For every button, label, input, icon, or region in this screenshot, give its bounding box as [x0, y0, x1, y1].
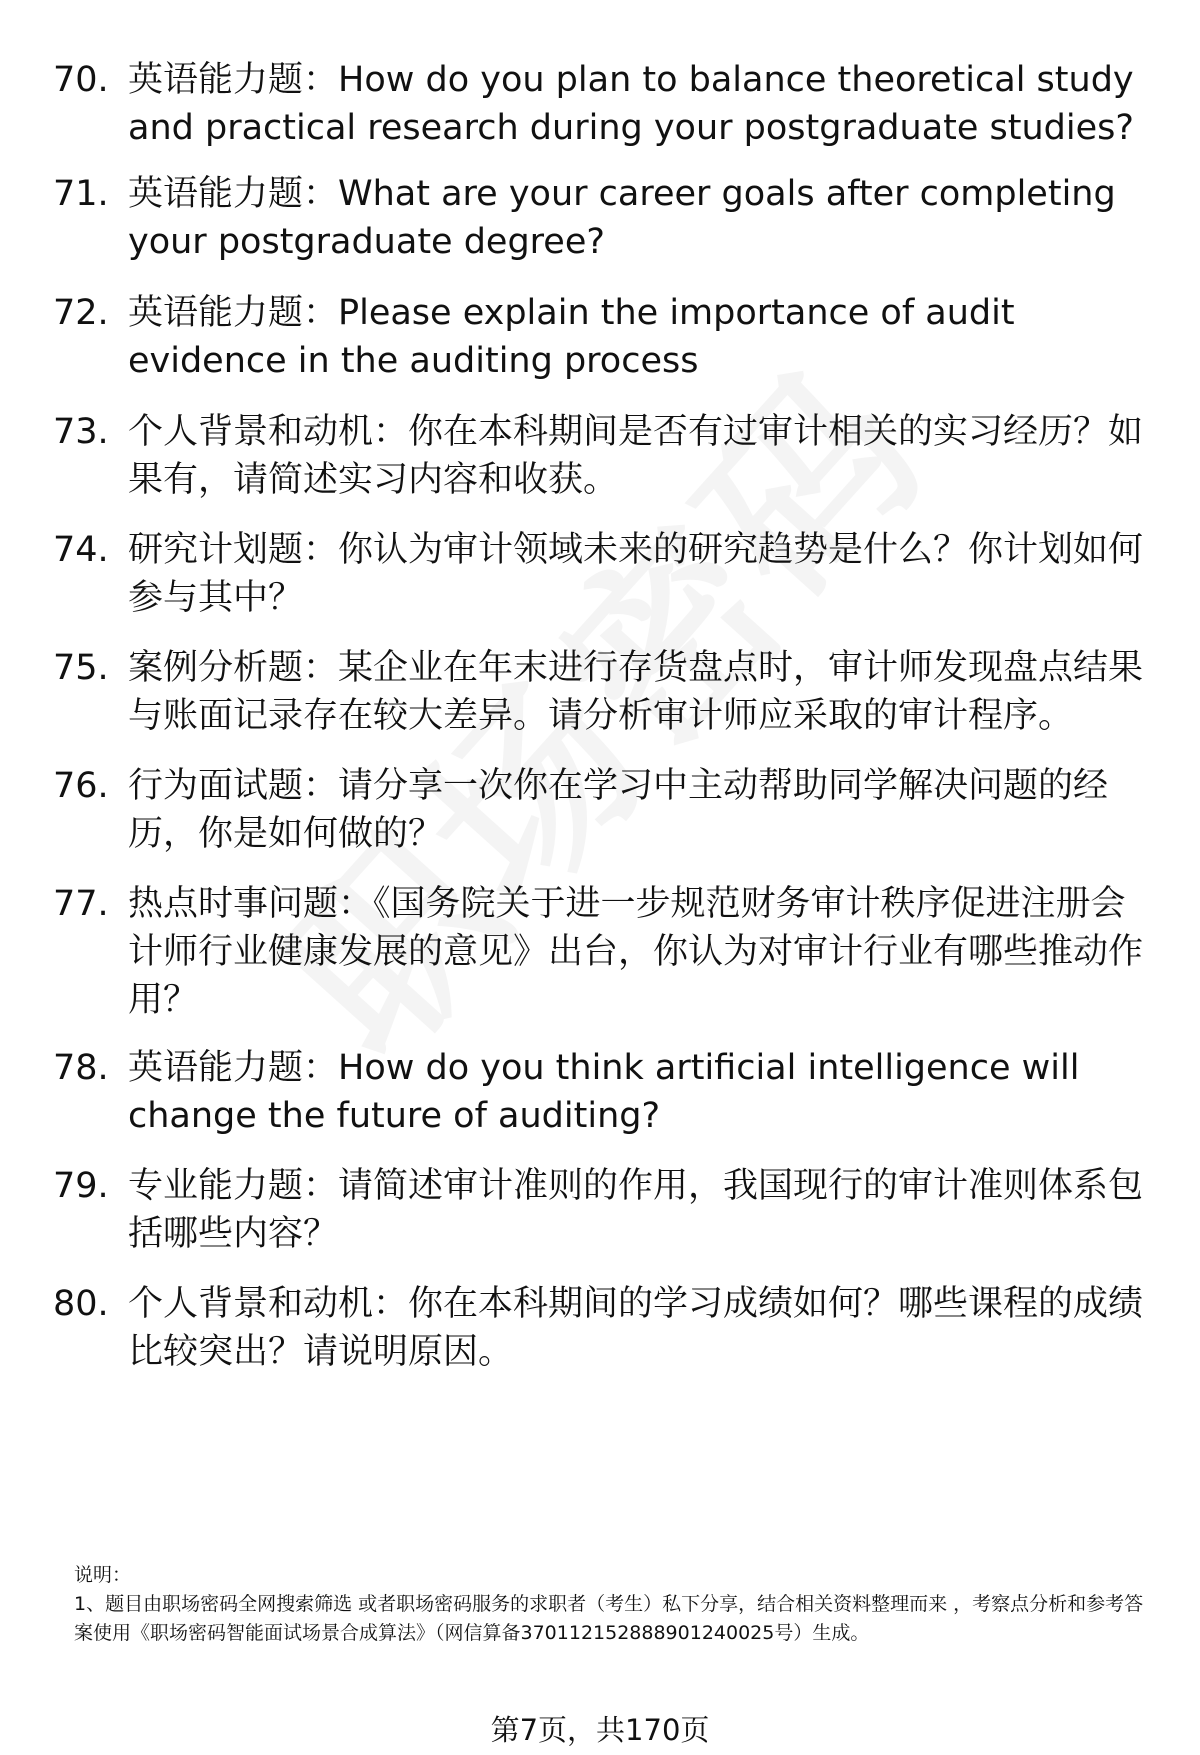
- question-number: 73.: [53, 412, 109, 452]
- question-item: [53, 289, 1148, 385]
- notes-body: 1、题目由职场密码全网搜索筛选 或者职场密码服务的求职者（考生）私下分享，结合相关资料整理而来 ，考察点分析和参考答案使用《职场密码智能面试场景合成算法》（网信算备370112152888901240025号）生成。: [74, 1593, 1144, 1644]
- question-number: 76.: [53, 766, 109, 806]
- question-text: 专业能力题：请简述审计准则的作用，我国现行的审计准则体系包括哪些内容？: [128, 1166, 1144, 1254]
- question-item: [53, 56, 1148, 152]
- question-text: 热点时事问题：《国务院关于进一步规范财务审计秩序促进注册会计师行业健康发展的意见》出台，你认为对审计行业有哪些推动作用？: [128, 884, 1144, 1020]
- question-number: 72.: [53, 293, 109, 333]
- question-item: [53, 526, 1148, 622]
- question-text: 案例分析题：某企业在年末进行存货盘点时，审计师发现盘点结果与账面记录存在较大差异。请分析审计师应采取的审计程序。: [128, 648, 1144, 736]
- question-item: [53, 762, 1148, 858]
- question-item: [53, 170, 1148, 266]
- question-item: [53, 880, 1148, 1024]
- page-footer: [0, 1712, 1200, 1748]
- question-text: 行为面试题：请分享一次你在学习中主动帮助同学解决问题的经历，你是如何做的？: [128, 766, 1109, 854]
- question-text: 研究计划题：你认为审计领域未来的研究趋势是什么？你计划如何参与其中？: [128, 530, 1144, 618]
- question-item: [53, 1044, 1148, 1140]
- question-text: 个人背景和动机：你在本科期间是否有过审计相关的实习经历？如果有，请简述实习内容和收获。: [128, 412, 1144, 500]
- question-number: 80.: [53, 1284, 109, 1324]
- question-item: [53, 1162, 1148, 1258]
- question-number: 79.: [53, 1166, 109, 1206]
- notes-section: [74, 1561, 1154, 1648]
- question-number: 75.: [53, 648, 109, 688]
- question-text: 个人背景和动机：你在本科期间的学习成绩如何？哪些课程的成绩比较突出？请说明原因。: [128, 1284, 1144, 1372]
- question-text: 英语能力题：How do you think artificial intelligence will change the future of auditing?: [128, 1048, 1080, 1136]
- question-number: 71.: [53, 174, 109, 214]
- question-number: 74.: [53, 530, 109, 570]
- question-number: 78.: [53, 1048, 109, 1088]
- question-item: [53, 408, 1148, 504]
- page-number: 第7页，共170页: [490, 1713, 710, 1747]
- question-number: 77.: [53, 884, 109, 924]
- question-item: [53, 1280, 1148, 1376]
- question-text: 英语能力题：Please explain the importance of audit evidence in the auditing process: [128, 293, 1015, 381]
- question-item: [53, 644, 1148, 740]
- question-number: 70.: [53, 60, 109, 100]
- question-text: 英语能力题：What are your career goals after completing your postgraduate degree?: [128, 174, 1116, 262]
- question-text: 英语能力题：How do you plan to balance theoretical study and practical research during your postgraduate studies?: [128, 60, 1134, 148]
- notes-heading: 说明：: [74, 1564, 132, 1586]
